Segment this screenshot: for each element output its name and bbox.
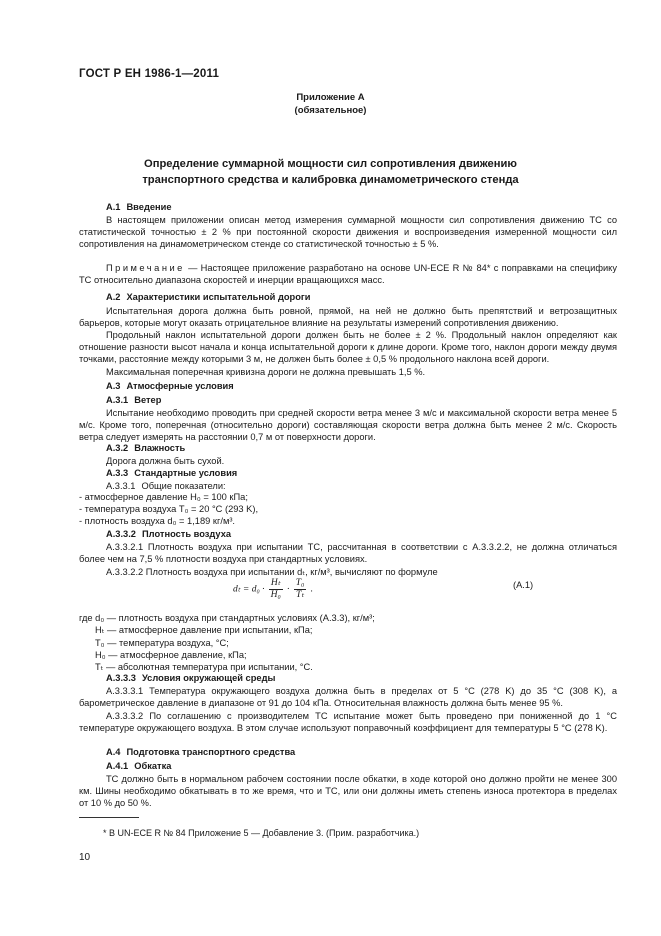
definition: где d₀ — плотность воздуха при стандартных условиях (А.3.3), кг/м³; <box>79 613 375 623</box>
paragraph: В настоящем приложении описан метод измерения суммарной мощности сил сопротивления движению ТС со статистической точностью ± 2 % при постоянной скорости движения и воспроизведения измеренной мощности сил сопротивления на динамометрическом стенде со статистической точностью ± 5 %. <box>79 215 617 250</box>
footnote-divider <box>79 817 139 818</box>
definition: T₀ — температура воздуха, °C; <box>95 637 229 648</box>
paragraph: А.3.3.2.2 Плотность воздуха при испытании dₜ, кг/м³, вычисляют по формуле <box>106 567 438 577</box>
section-heading: А.3.3.3 Условия окружающей среды <box>106 673 276 683</box>
page-number: 10 <box>79 852 91 863</box>
paragraph: ТС должно быть в нормальном рабочем состоянии после обкатки, в ходе которой оно должно пройти не менее 300 км. Шины необходимо обкатывать в то же время, что и ТС, или они должны иметь степень износа протектора в пределах от 10 % до 50 %. <box>79 774 617 809</box>
paragraph: А.3.3.3.1 Температура окружающего воздуха должна быть в пределах от 5 °C (278 K) до 35 °C (308 K), а барометрическое давление в диапазоне от 91 до 104 кПа. Относительная влажность должна быть менее 95 %. <box>79 686 617 709</box>
formula-definitions <box>79 612 375 673</box>
section-heading: А.3.1 Ветер <box>106 395 162 405</box>
document-header: ГОСТ Р ЕН 1986-1—2011 <box>79 68 220 80</box>
fraction-denominator: Tₜ <box>295 590 305 600</box>
paragraph: Испытание необходимо проводить при средней скорости ветра менее 3 м/с и максимальной скорости ветра менее 5 м/с. Кроме того, поперечная (относительно дороги) составляющая скорости ветра должна быть менее 2 м/с. Скорость ветра следует измерять на расстоянии 0,7 м от поверхности дороги. <box>79 408 617 443</box>
fraction-numerator: T₀ <box>295 578 305 588</box>
definition: H₀ — атмосферное давление, кПа; <box>95 649 247 660</box>
section-heading: А.4 Подготовка транспортного средства <box>106 747 296 757</box>
definition: Hₜ — атмосферное давление при испытании, кПа; <box>95 625 313 636</box>
section-heading: А.3.3 Стандартные условия <box>106 468 238 478</box>
fraction-numerator: Hₜ <box>270 578 281 588</box>
section-heading: А.3.3.2 Плотность воздуха <box>106 529 232 539</box>
paragraph: Испытательная дорога должна быть ровной, прямой, на ней не должно быть препятствий и ветрозащитных барьеров, которые могут оказать отрицательное влияние на результаты измерений сопротивления движению. <box>79 306 617 329</box>
formula-operator: · <box>286 584 290 595</box>
section-heading: А.3 Атмосферные условия <box>106 381 234 391</box>
annex-status: (обязательное) <box>294 105 367 116</box>
fraction-denominator: H₀ <box>270 590 281 600</box>
note-paragraph: Примечание — Настоящее приложение разработано на основе UN-ECE R № 84* с поправками на специфику ТС относительно диапазона скоростей и инерции вращающихся масс. <box>79 263 617 286</box>
paragraph: Дорога должна быть сухой. <box>106 456 225 466</box>
conditions-list <box>79 492 258 527</box>
paragraph: Максимальная поперечная кривизна дороги не должна превышать 1,5 %. <box>106 367 426 377</box>
paragraph: А.3.3.1 Общие показатели: <box>106 481 226 491</box>
air-density-formula <box>233 578 313 601</box>
section-heading: А.1 Введение <box>106 202 172 212</box>
formula-lhs: dₜ = d₀ · <box>233 584 265 595</box>
definition: Tₜ — абсолютная температура при испытании, °C. <box>95 662 313 673</box>
formula-end: . <box>310 584 314 595</box>
equation-number: (А.1) <box>513 580 534 590</box>
list-item: - плотность воздуха d₀ = 1,189 кг/м³. <box>79 515 236 526</box>
formula-fraction <box>294 578 307 601</box>
annex-title: Приложение А <box>296 92 365 103</box>
formula-fraction <box>269 578 283 601</box>
main-title-line2: транспортного средства и калибровка динамометрического стенда <box>142 174 519 186</box>
section-heading: А.4.1 Обкатка <box>106 761 172 771</box>
footnote: * В UN-ECE R № 84 Приложение 5 — Добавление 3. (Прим. разработчика.) <box>103 828 420 838</box>
main-title-line1: Определение суммарной мощности сил сопротивления движению <box>144 158 517 170</box>
paragraph: А.3.3.2.1 Плотность воздуха при испытании ТС, рассчитанная в соответствии с А.3.3.2.2, не должна отличаться более чем на 7,5 % плотности воздуха при стандартных условиях. <box>79 542 617 565</box>
list-item: - температура воздуха T₀ = 20 °C (293 K), <box>79 503 259 514</box>
paragraph: Продольный наклон испытательной дороги должен быть не более ± 2 %. Продольный наклон определяют как отношение разности высот начала и конца испытательной дороги к длине дороги. Кроме того, наклон дороги между двумя точками, расстояние между которыми 3 м, не должен быть более ± 0,5 % продольного наклона всей дороги. <box>79 330 617 365</box>
section-heading: А.3.2 Влажность <box>106 443 186 453</box>
list-item: - атмосферное давление H₀ = 100 кПа; <box>79 492 248 502</box>
paragraph: А.3.3.3.2 По соглашению с производителем ТС испытание может быть проведено при пониженной до 1 °C температуре окружающего воздуха. В этом случае используют поправочный коэффициент для температуры 5 °C (278 K). <box>79 711 617 734</box>
section-heading: А.2 Характеристики испытательной дороги <box>106 292 311 302</box>
